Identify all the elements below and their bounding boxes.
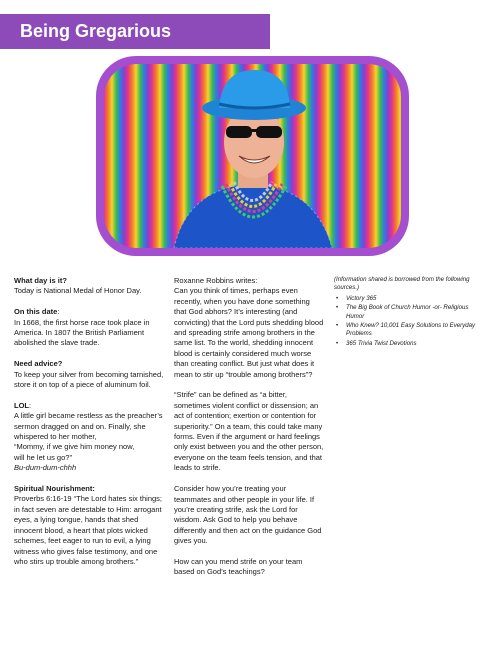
column-middle [174,276,324,588]
advice-heading: Need advice? [14,359,63,369]
advice-section [14,359,164,390]
column-left [14,276,164,578]
source-item: • Victory 365 [334,295,486,303]
lol-colon: : [29,400,32,410]
photo-frame [96,56,409,256]
on-this-date-colon: : [57,307,60,317]
sources-list [334,295,486,348]
lol-quote-line2: will he let us go?” [14,452,72,462]
source-item: • Who Knew? 10,001 Easy Solutions to Everyday Problems [334,322,486,339]
lol-section [14,401,164,474]
devotion-paragraph-3: Consider how you’re treating your teammates and other people in your life. If you’re creating strife, ask the Lord for wisdom. Ask God to help you behave differently and then act on the guidance God gives you. [174,484,322,546]
nourishment-text: Proverbs 6:16-19 “The Lord hates six things; in fact seven are detestable to Him: arrogant eyes, a lying tongue, hands that shed innocent blood, a heart that plots wicked schemes, feet eager to run to evil, a lying witness who gives false testimony, and one who stirs up trouble among brothers.” [14,494,162,566]
on-this-date-heading: On this date [14,307,58,317]
on-this-date-text: In 1668, the first horse race took place in America. In 1807 the British Parliament abolished the slave trade. [14,317,150,348]
lol-quote-line1: “Mommy, if we give him money now, [14,442,135,452]
byline: Roxanne Robbins writes: [174,276,258,285]
page-title-banner [0,14,270,49]
advice-text: To keep your silver from becoming tarnished, store it on top of a piece of aluminum foil. [14,369,164,390]
source-item: • The Big Book of Church Humor -or- Religious Humor [334,304,486,321]
sources-note: (Information shared is borrowed from the following sources.) [334,276,470,292]
on-this-date-section [14,307,164,349]
devotion-paragraph-2: “Strife” can be defined as “a bitter, sometimes violent conflict or dissension; an act of contention; exertion or contention for superiority.” On a team, this could take many forms. Even if the argument or hard feelings only exist between you and the other person, everyone on the team feels tension, and that leads to strife. [174,390,324,473]
lol-heading: LOL [14,400,29,410]
devotion-paragraph-1: Can you think of times, perhaps even recently, when you have done something that God abhors? It’s interesting (and convicting) that the Lord puts shedding blood and spreading strife among brothers in the same list. To the world, shedding innocent blood is certainly considered much worse than creating conflict. But just what does it mean to stir up “trouble among brothers”? [174,286,324,379]
portrait-illustration [104,64,401,248]
lol-punchline: Bu-dum-dum-chhh [14,463,77,473]
lol-text: A little girl became restless as the preacher’s sermon dragged on and on. Finally, she whispered to her mother, [14,411,163,442]
what-day-heading: What day is it? [14,276,67,285]
column-right-sources [334,276,486,349]
devotion-paragraph-4: How can you mend strife on your team based on God’s teachings? [174,556,303,577]
what-day-text: Today is National Medal of Honor Day. [14,286,142,296]
source-item: • 365 Trivia Twist Devotions [334,340,486,348]
nourishment-heading: Spiritual Nourishment: [14,484,95,494]
portrait-photo [104,64,401,248]
what-day-section [14,276,164,297]
nourishment-section [14,484,164,567]
page-title: Being Gregarious [20,21,172,41]
